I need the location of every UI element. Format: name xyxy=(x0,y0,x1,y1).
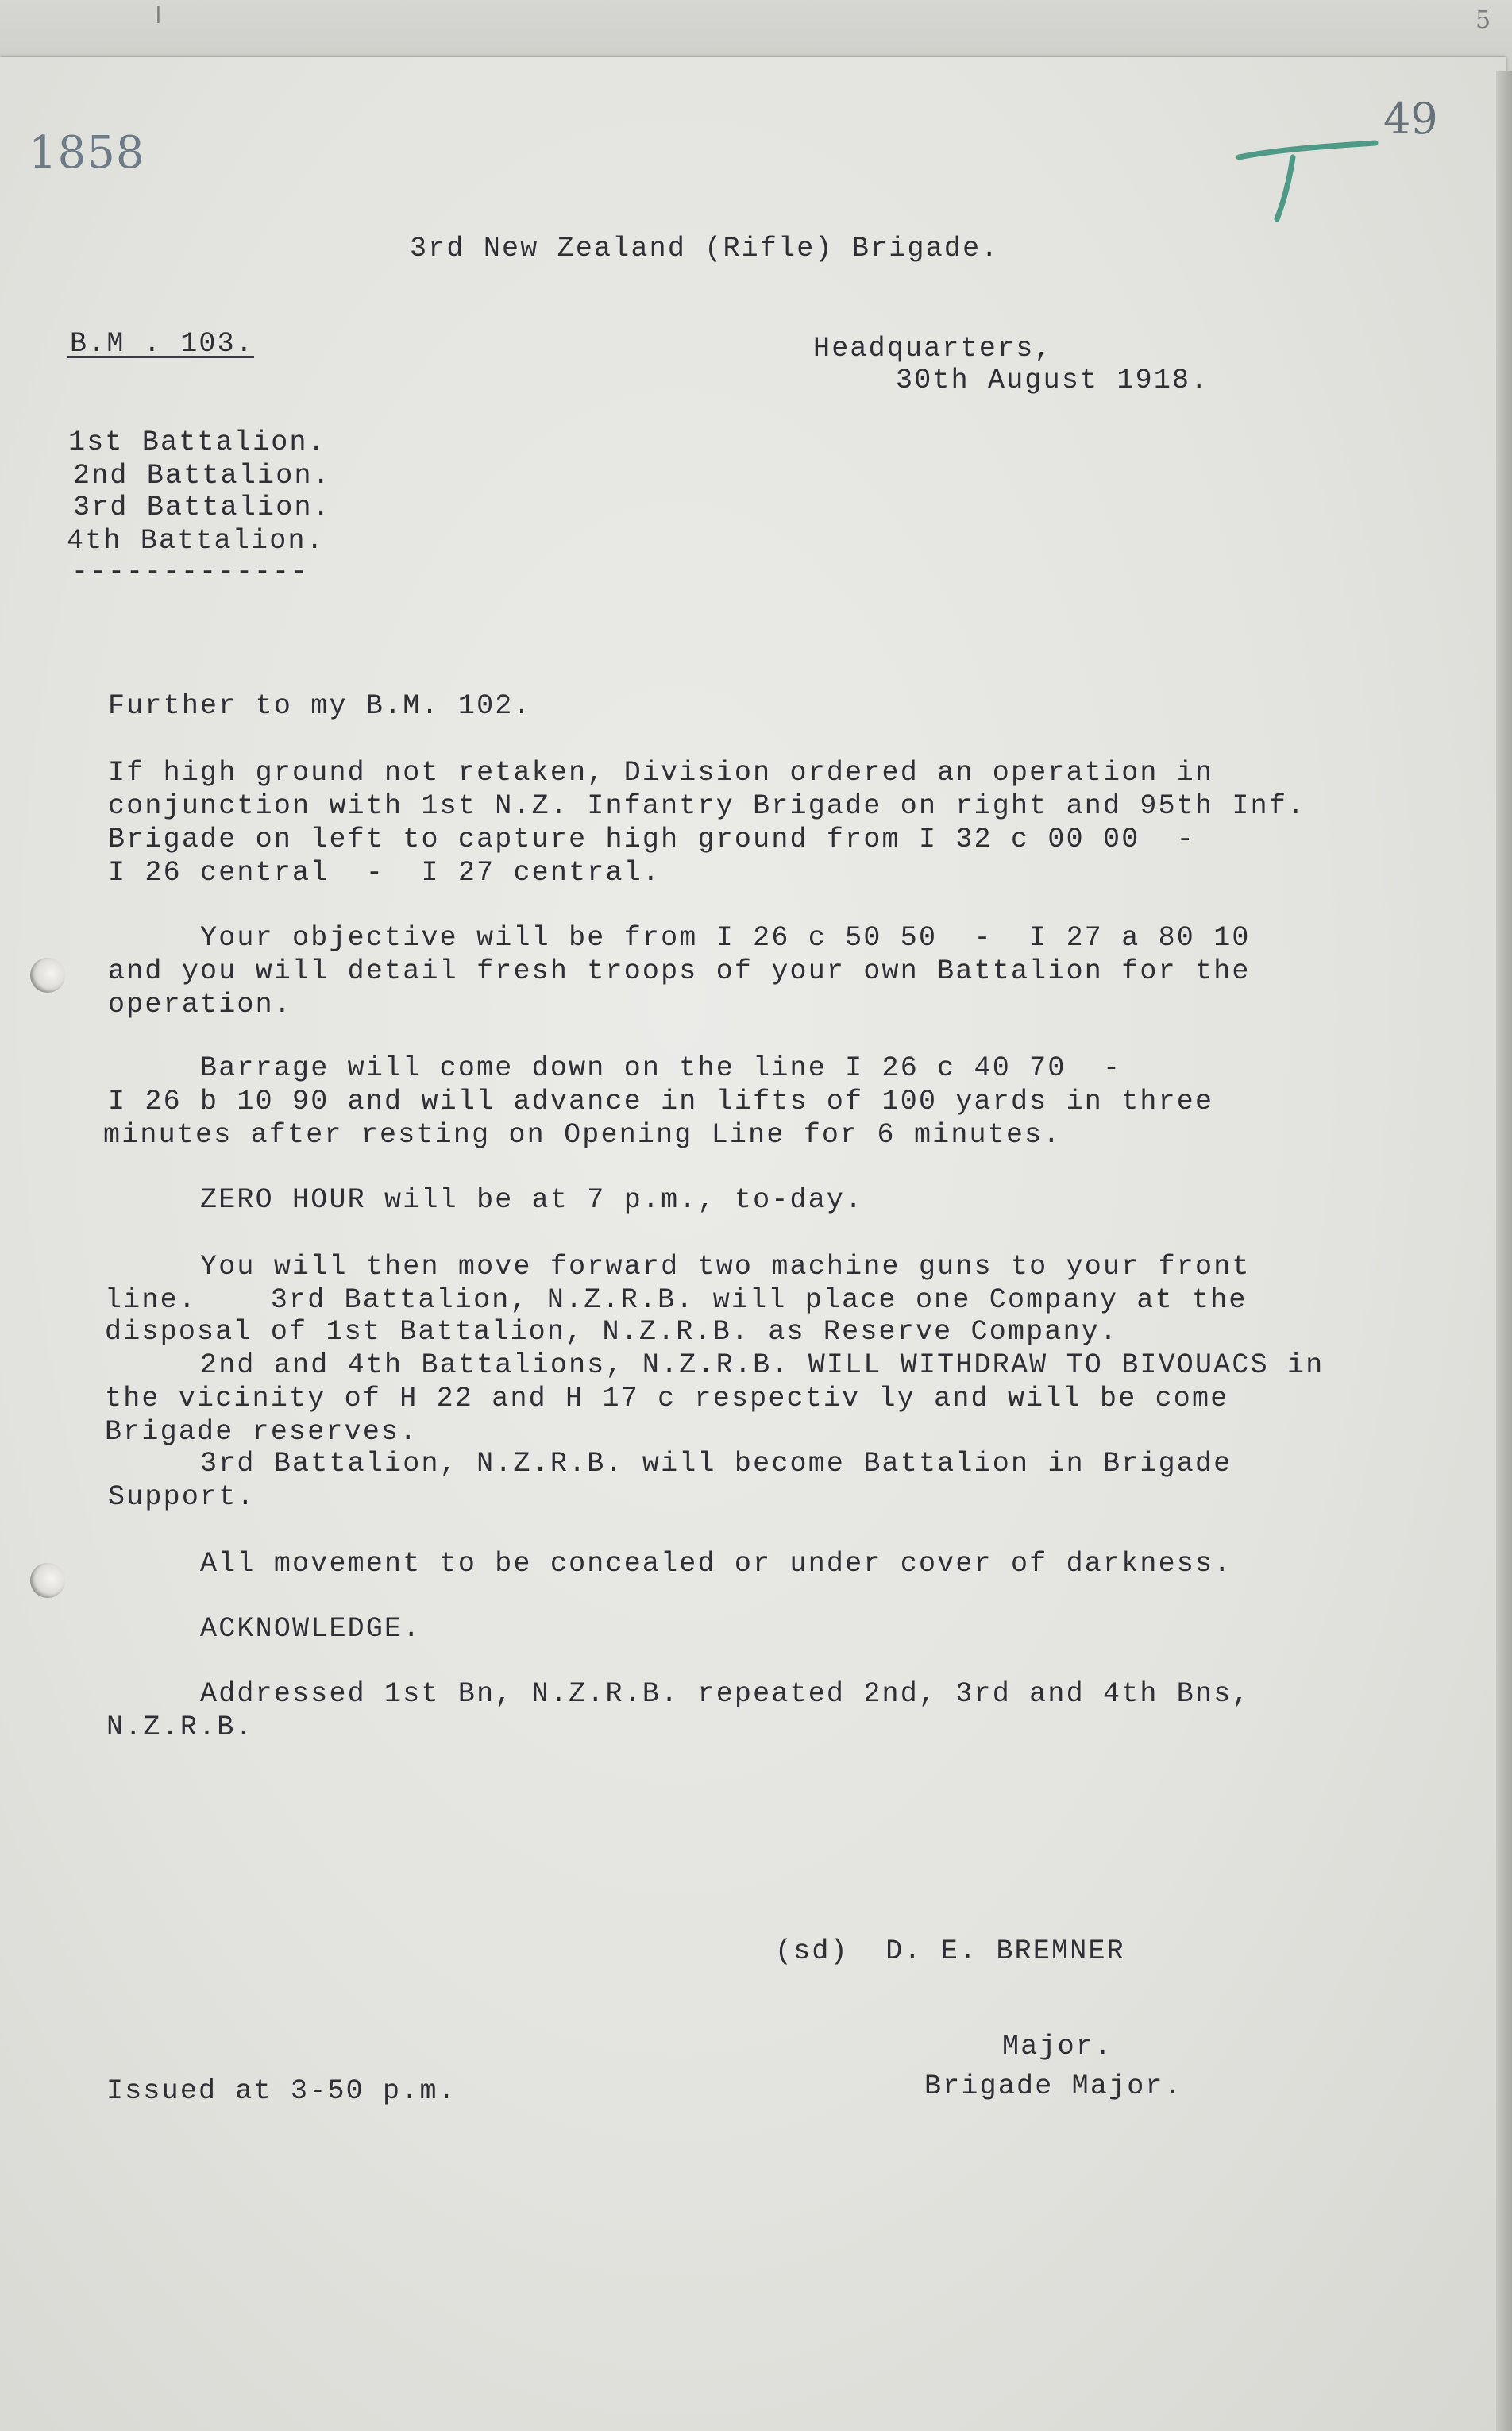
body-line: conjunction with 1st N.Z. Infantry Brigade on right and 95th Inf. xyxy=(108,790,1306,822)
body-line: and you will detail fresh troops of your own Battalion for the xyxy=(108,955,1251,987)
body-line: ZERO HOUR will be at 7 p.m., to-day. xyxy=(108,1184,864,1216)
body-line: Brigade reserves. xyxy=(105,1416,418,1448)
page-right-edge xyxy=(1496,71,1512,2431)
folio-number: 49 xyxy=(1383,94,1438,144)
body-line: ACKNOWLEDGE. xyxy=(108,1613,422,1645)
body-line: minutes after resting on Opening Line for 6 minutes. xyxy=(103,1119,1062,1151)
body-line: line. 3rd Battalion, N.Z.R.B. will place one Company at the xyxy=(105,1284,1248,1316)
letter-heading: 3rd New Zealand (Rifle) Brigade. xyxy=(410,233,1000,264)
letter-date: 30th August 1918. xyxy=(896,365,1209,396)
recipients-separator: ------------- xyxy=(71,556,310,588)
body-line: operation. xyxy=(108,989,293,1021)
top-edge-mark: ǀ xyxy=(155,2,162,29)
body-line: If high ground not retaken, Division ordered an operation in xyxy=(108,757,1214,789)
body-line: Barrage will come down on the line I 26 c 40 70 - xyxy=(108,1052,1122,1084)
recipient-line: 3rd Battalion. xyxy=(73,492,331,523)
body-line: I 26 b 10 90 and will advance in lifts of 100 yards in three xyxy=(108,1086,1214,1117)
recipient-line: 1st Battalion. xyxy=(68,426,326,458)
body-line: Your objective will be from I 26 c 50 50 - I 27 a 80 10 xyxy=(108,922,1251,954)
body-line: 2nd and 4th Battalions, N.Z.R.B. WILL WITHDRAW TO BIVOUACS in xyxy=(108,1349,1325,1381)
body-line: Addressed 1st Bn, N.Z.R.B. repeated 2nd, 3rd and 4th Bns, xyxy=(108,1678,1251,1710)
signatory-rank: Major. xyxy=(1002,2031,1113,2062)
body-line: Brigade on left to capture high ground from I 32 c 00 00 - xyxy=(108,824,1196,855)
body-line: You will then move forward two machine guns to your front xyxy=(108,1251,1251,1283)
body-line: N.Z.R.B. xyxy=(106,1711,254,1743)
punch-hole xyxy=(30,1563,65,1598)
reference-underline xyxy=(67,356,254,358)
recipient-line: 4th Battalion. xyxy=(67,525,325,557)
issued-time: Issued at 3-50 p.m. xyxy=(106,2075,457,2107)
punch-hole xyxy=(30,958,65,993)
reference-number: B.M . 103. xyxy=(70,328,255,360)
body-line: Further to my B.M. 102. xyxy=(108,690,532,722)
body-line: All movement to be concealed or under cover of darkness. xyxy=(108,1548,1232,1580)
green-check-mark xyxy=(1231,119,1382,230)
body-line: I 26 central - I 27 central. xyxy=(108,857,662,889)
recipient-line: 2nd Battalion. xyxy=(73,460,331,492)
corner-page-mark: 5 xyxy=(1475,6,1491,34)
signatory-title: Brigade Major. xyxy=(924,2070,1182,2102)
body-line: the vicinity of H 22 and H 17 c respectiv ly and will be come xyxy=(105,1383,1229,1414)
body-line: Support. xyxy=(108,1481,256,1513)
body-line: 3rd Battalion, N.Z.R.B. will become Battalion in Brigade xyxy=(108,1448,1232,1480)
body-line: disposal of 1st Battalion, N.Z.R.B. as Reserve Company. xyxy=(105,1316,1119,1348)
letter-location: Headquarters, xyxy=(813,333,1053,365)
signature: (sd) D. E. BREMNER xyxy=(775,1935,1125,1967)
archive-number: 1858 xyxy=(29,127,145,179)
